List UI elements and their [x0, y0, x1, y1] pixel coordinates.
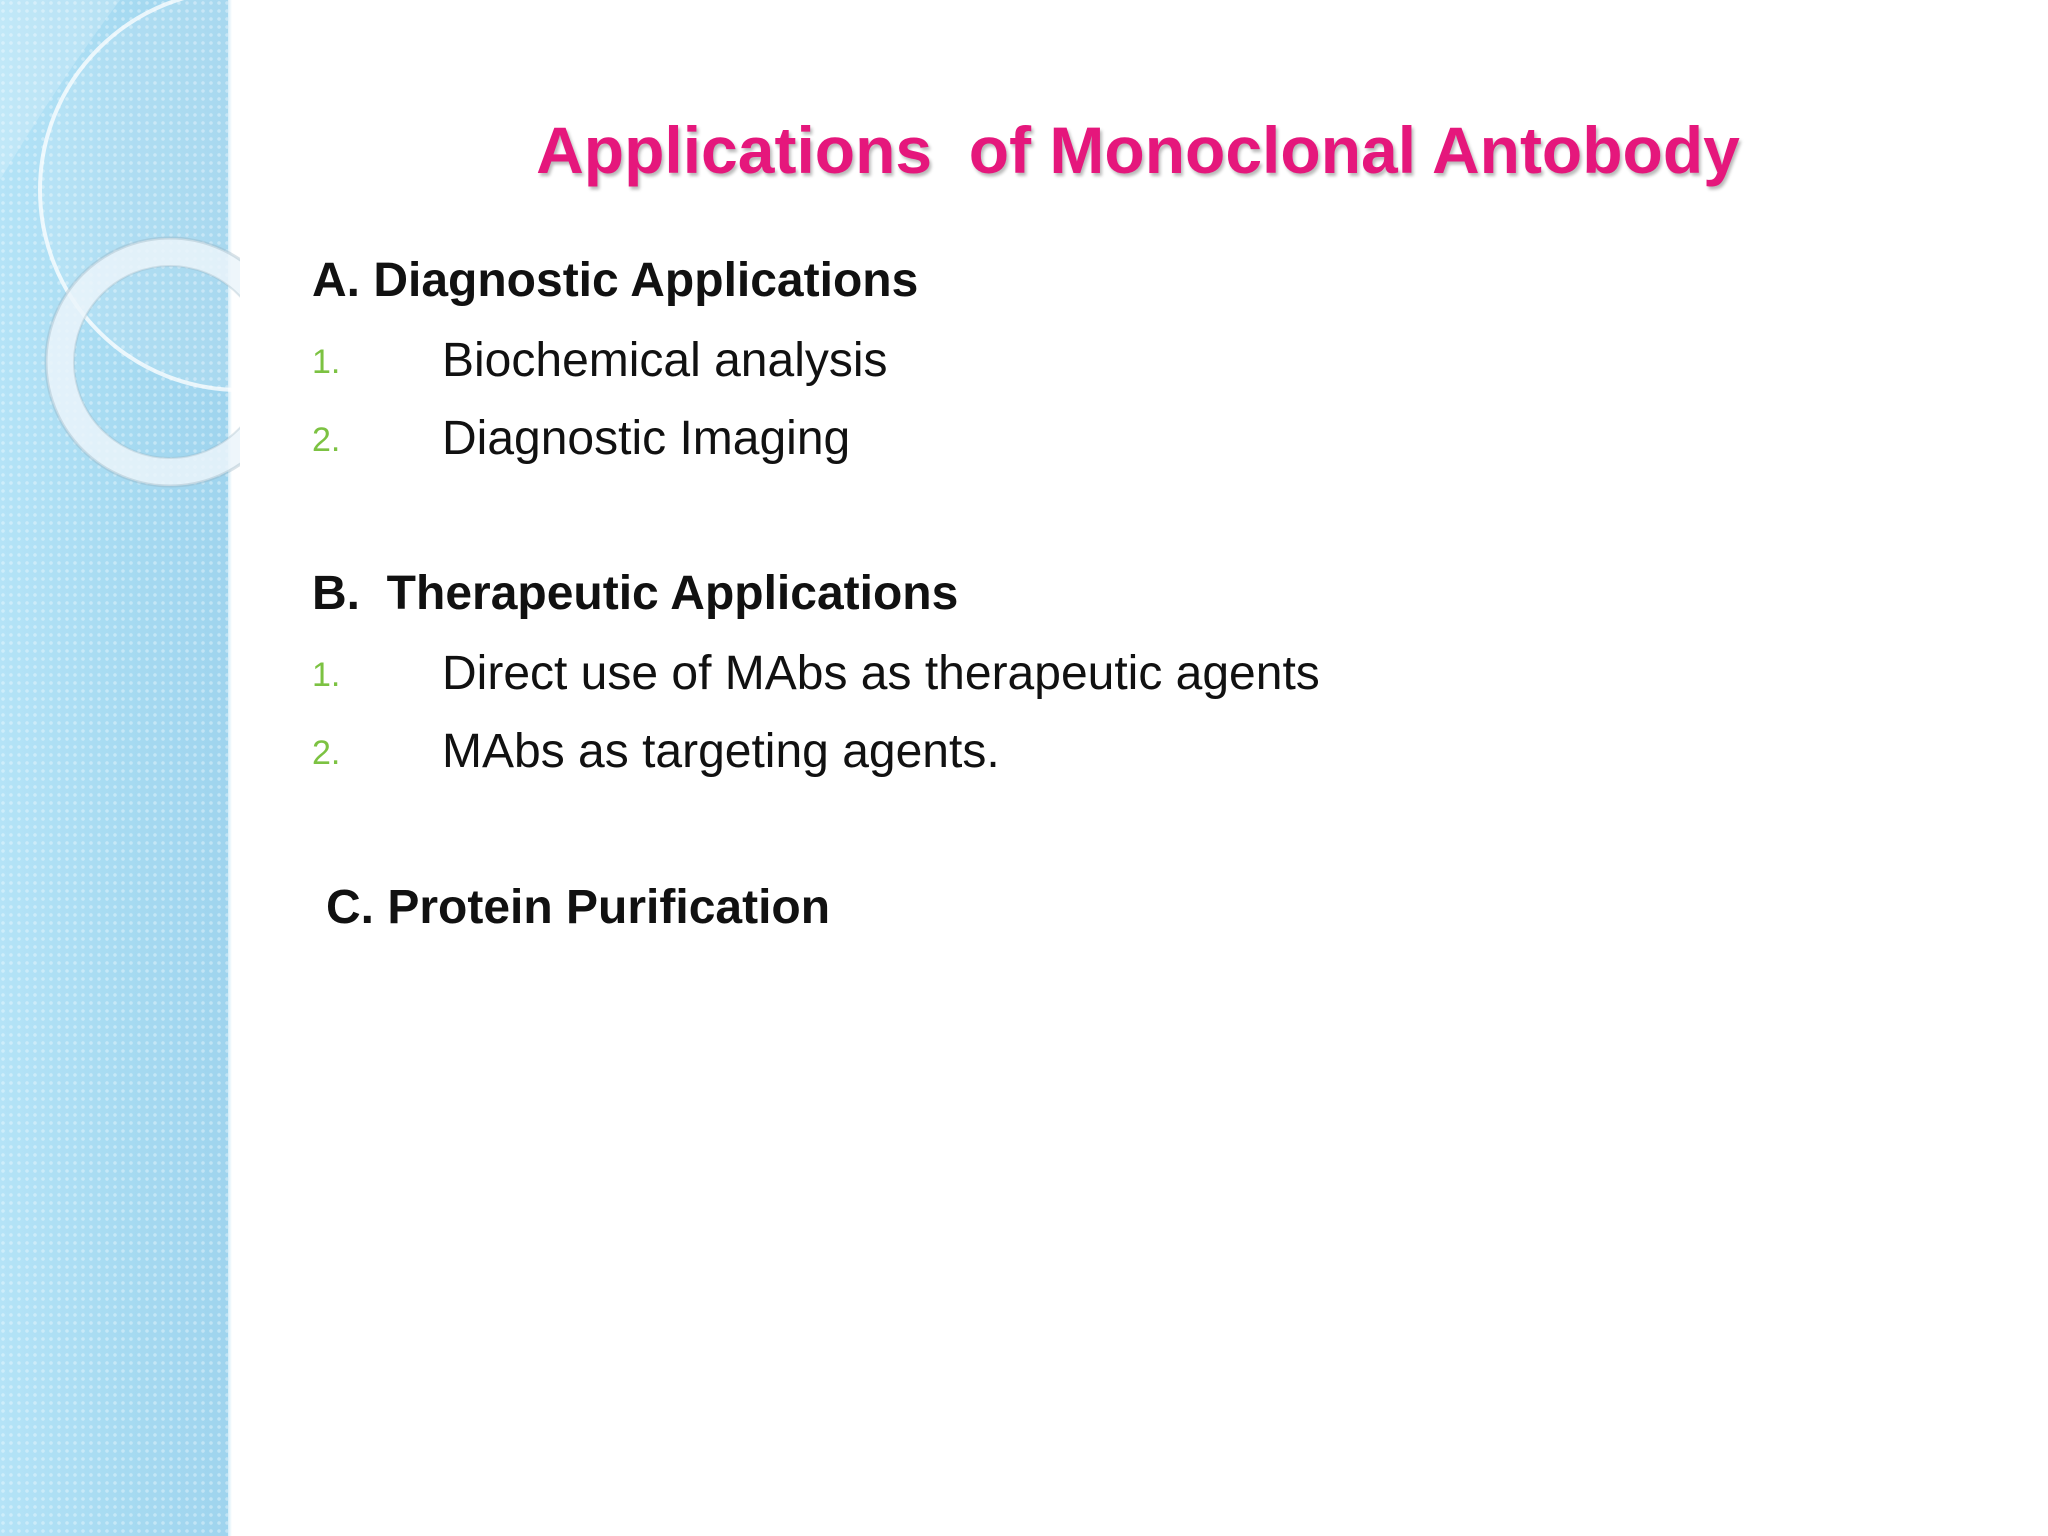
- list-text: MAbs as targeting agents.: [442, 725, 1000, 778]
- list-text: Diagnostic Imaging: [442, 412, 851, 465]
- list-number: 1.: [312, 343, 341, 381]
- ring-decoration: [0, 0, 240, 520]
- list-text: Direct use of MAbs as therapeutic agents: [442, 647, 1320, 700]
- list-item: [312, 411, 851, 471]
- list-number: 2.: [312, 734, 341, 772]
- slide-title: Applications of Monoclonal Antobody: [536, 113, 1740, 187]
- section-c-heading: C. Protein Purification: [326, 881, 831, 934]
- section-b-heading: B. Therapeutic Applications: [312, 567, 959, 620]
- list-item: [312, 646, 1320, 706]
- list-item: [312, 333, 888, 393]
- list-number: 2.: [312, 421, 341, 459]
- list-text: Biochemical analysis: [442, 334, 888, 387]
- list-number: 1.: [312, 656, 341, 694]
- list-item: [312, 724, 1000, 784]
- section-a-heading: A. Diagnostic Applications: [312, 254, 919, 307]
